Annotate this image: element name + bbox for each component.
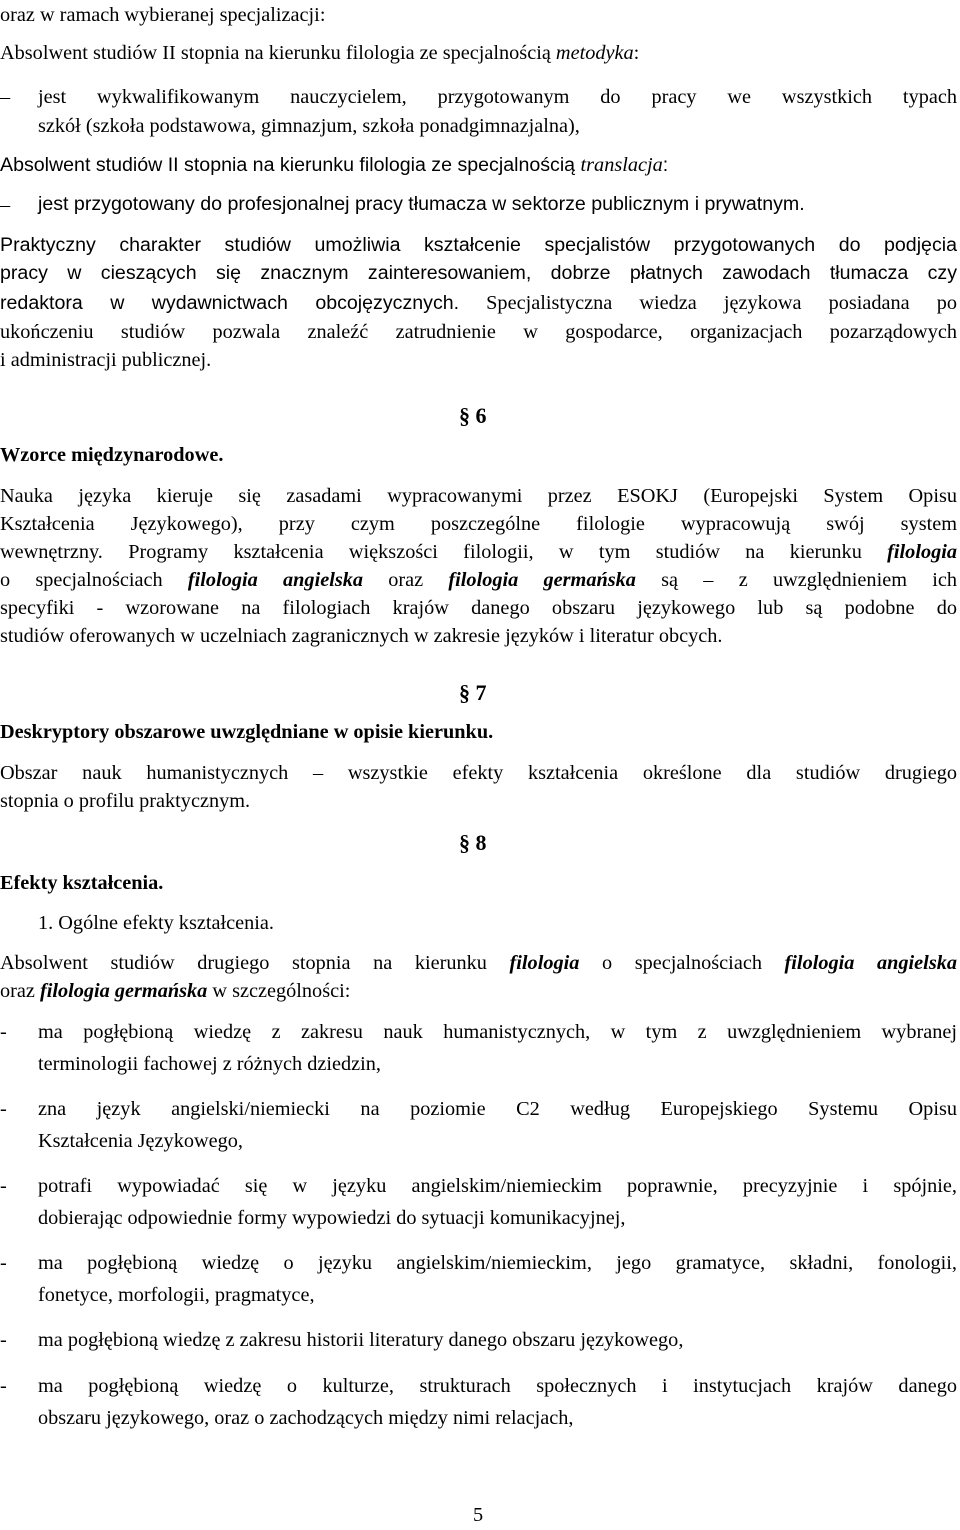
metodyka-description-line-2: szkół (szkoła podstawowa, gimnazjum, szkoła ponadgimnazjalna),	[38, 115, 580, 137]
section-number-8: § 8	[459, 830, 487, 855]
outcomes-intro-line-1	[0, 953, 957, 973]
practical-para-line-1: Praktyczny charakter studiów umożliwia kształcenie specjalistów przygotowanych do podjęcia	[0, 234, 957, 256]
standards-para-line-1: Nauka języka kieruje się zasadami wypracowanymi przez ESOKJ (Europejski System Opisu	[0, 485, 957, 507]
text: redaktora w wydawnictwach obcojęzycznych.	[0, 292, 460, 314]
list-item-1-line-1: ma pogłębioną wiedzę z zakresu nauk humanistycznych, w tym z uwzględnieniem wybranej	[38, 1021, 957, 1043]
text: Absolwent studiów drugiego stopnia na kierunku	[0, 952, 510, 974]
emphasis: filologia germańska	[448, 569, 636, 591]
list-item-5-line-1: ma pogłębioną wiedzę z zakresu historii literatury danego obszaru językowego,	[38, 1329, 684, 1351]
emphasis: filologia	[887, 541, 958, 563]
text: Specjalistyczna wiedza językowa posiadana po	[459, 292, 958, 314]
standards-para-line-5: specyfiki - wzorowane na filologiach krajów danego obszaru językowego lub są podobne do	[0, 597, 957, 619]
metodyka-description-line-1: jest wykwalifikowanym nauczycielem, przygotowanym do pracy we wszystkich typach	[38, 86, 957, 108]
descriptors-para-line-1: Obszar nauk humanistycznych – wszystkie efekty kształcenia określone dla studiów drugiego	[0, 762, 957, 784]
specialization-metodyka-line	[0, 43, 639, 63]
outcomes-intro-line-2	[0, 981, 350, 1001]
list-item-2-line-1: zna język angielski/niemiecki na poziomie C2 według Europejskiego Systemu Opisu	[38, 1098, 957, 1120]
standards-para-line-6: studiów oferowanych w uczelniach zagranicznych w zakresie języków i literatur obcych.	[0, 625, 723, 647]
emphasis: filologia angielska	[187, 569, 364, 591]
text: Absolwent studiów II stopnia na kierunku filologia ze specjalnością	[0, 154, 581, 176]
specialization-translacja-line	[0, 155, 668, 176]
list-marker: -	[0, 1375, 7, 1397]
section-8-title: Efekty kształcenia.	[0, 872, 164, 894]
standards-para-line-3	[0, 542, 957, 562]
text: oraz	[363, 569, 449, 591]
list-item-4-line-1: ma pogłębioną wiedzę o języku angielskim/niemieckim, jego gramatyce, składni, fonologii,	[38, 1252, 957, 1274]
practical-para-line-3	[0, 293, 957, 314]
emphasis: filologia angielska	[784, 952, 957, 974]
text: :	[633, 42, 640, 64]
text: są – z uwzględnieniem ich	[635, 569, 957, 591]
list-marker: -	[0, 1329, 7, 1351]
section-7-title: Deskryptory obszarowe uwzględniane w opisie kierunku.	[0, 721, 494, 743]
list-item-6-line-2: obszaru językowego, oraz o zachodzących między nimi relacjach,	[38, 1407, 574, 1429]
page-number: 5	[473, 1504, 484, 1526]
list-marker: -	[0, 1021, 7, 1043]
section-number-7: § 7	[459, 680, 487, 705]
list-item-3-line-2: dobierając odpowiednie formy wypowiedzi do sytuacji komunikacyjnej,	[38, 1207, 626, 1229]
text: o specjalnościach	[579, 952, 785, 974]
list-item-4-line-2: fonetyce, morfologii, pragmatyce,	[38, 1284, 315, 1306]
list-item-2-line-2: Kształcenia Językowego,	[38, 1130, 243, 1152]
specialization-name: translacja	[580, 154, 663, 176]
practical-para-line-5: i administracji publicznej.	[0, 349, 212, 371]
section-number-6: § 6	[459, 403, 487, 428]
standards-para-line-2: Kształcenia Językowego), przy czym poszczególne filologie wypracowują swój system	[0, 513, 957, 535]
text: Absolwent studiów II stopnia na kierunku filologia ze specjalnością	[0, 42, 556, 64]
emphasis: filologia	[509, 952, 580, 974]
list-item-1-line-2: terminologii fachowej z różnych dziedzin,	[38, 1053, 381, 1075]
intro-line: oraz w ramach wybieranej specjalizacji:	[0, 4, 326, 26]
bullet-marker: –	[0, 194, 11, 216]
list-item-3-line-1: potrafi wypowiadać się w języku angielskim/niemieckim poprawnie, precyzyjnie i spójnie,	[38, 1175, 957, 1197]
section-6-title: Wzorce międzynarodowe.	[0, 444, 224, 466]
descriptors-para-line-2: stopnia o profilu praktycznym.	[0, 790, 251, 812]
text: o specjalnościach	[0, 569, 188, 591]
specialization-name: metodyka	[555, 42, 634, 64]
standards-para-line-4	[0, 570, 957, 590]
list-marker: -	[0, 1098, 7, 1120]
list-marker: -	[0, 1175, 7, 1197]
emphasis: filologia germańska	[39, 980, 208, 1002]
practical-para-line-2: pracy w cieszących się znacznym zainteresowaniem, dobrze płatnych zawodach tłumacza czy	[0, 262, 957, 284]
text: w szczególności:	[207, 980, 351, 1002]
list-item-6-line-1: ma pogłębioną wiedzę o kulturze, strukturach społecznych i instytucjach krajów danego	[38, 1375, 957, 1397]
bullet-marker: –	[0, 86, 11, 108]
section-8-item-1: 1. Ogólne efekty kształcenia.	[38, 912, 274, 934]
text: :	[662, 154, 669, 176]
text: oraz	[0, 980, 40, 1002]
translacja-description: jest przygotowany do profesjonalnej pracy tłumacza w sektorze publicznym i prywatnym.	[38, 193, 805, 215]
text: wewnętrzny.	[0, 541, 129, 563]
text: Programy kształcenia większości filologii, w tym studiów na kierunku	[128, 541, 888, 563]
practical-para-line-4: ukończeniu studiów pozwala znaleźć zatrudnienie w gospodarce, organizacjach pozarządowych	[0, 321, 957, 343]
list-marker: -	[0, 1252, 7, 1274]
